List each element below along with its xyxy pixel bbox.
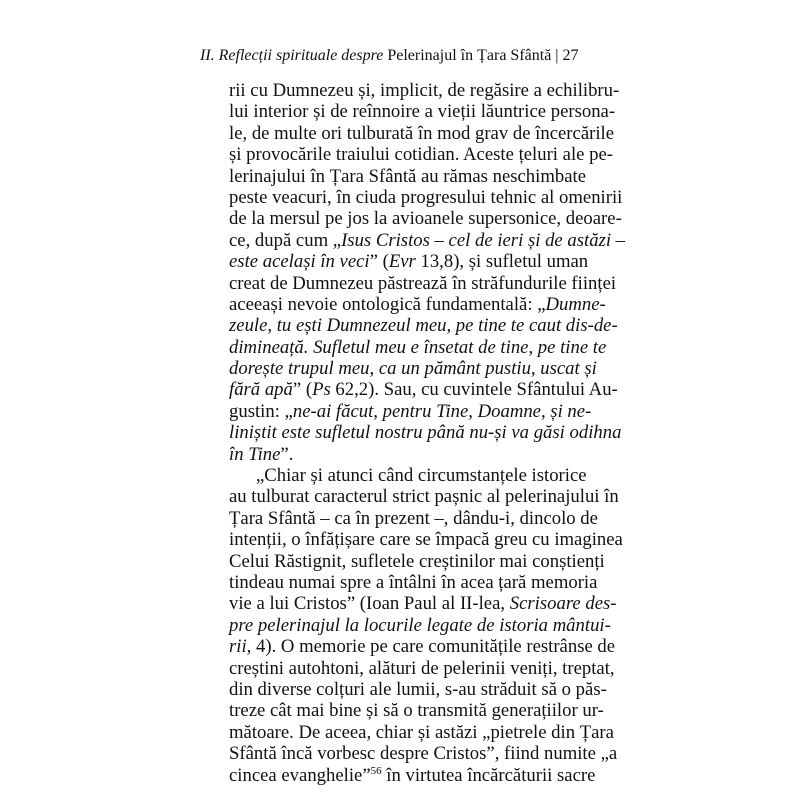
italic-text: pre pelerinajul la locurile legate de istoria mântui- — [229, 614, 611, 636]
text-segment: în virtutea încărcăturii sacre — [381, 764, 596, 786]
text-segment: de la mersul pe jos la avioanele supersonice, deoare- — [229, 208, 622, 230]
text-segment: creat de Dumnezeu păstrează în străfundurile ființei — [229, 272, 617, 294]
text-segment: ” ( — [292, 379, 313, 401]
text-line — [229, 358, 597, 380]
text-segment: vie a lui Cristos” (Ioan Paul al II-lea, — [229, 593, 510, 615]
italic-text: dorește trupul meu, ca un pământ pustiu, uscat și — [229, 358, 597, 380]
text-line — [229, 315, 618, 337]
text-line — [229, 444, 571, 465]
text-segment: din diverse colțuri ale lumii, s-au străduit să o păs- — [229, 678, 607, 700]
italic-text: ne-ai făcut, pentru Tine, Doamne, și ne- — [292, 400, 592, 422]
text-line — [229, 144, 613, 166]
text-line — [229, 743, 618, 765]
footnote-reference: 56 — [370, 764, 382, 777]
text-line — [229, 122, 615, 144]
text-segment: le, de multe ori tulburată în mod grav de încercările — [229, 122, 615, 144]
text-line — [229, 336, 607, 358]
text-line — [229, 101, 616, 123]
italic-text: rii — [229, 636, 247, 658]
text-segment: mătoare. De aceea, chiar și astăzi „pietrele din Țara — [229, 721, 614, 743]
text-line — [229, 636, 616, 658]
text-line — [229, 721, 614, 743]
text-line — [229, 186, 623, 208]
text-segment: peste veacuri, în ciuda progresului tehnic al omenirii — [229, 186, 623, 208]
body-text — [229, 80, 626, 786]
text-line — [229, 657, 615, 679]
text-line — [229, 229, 626, 251]
text-segment: Sfântă încă vorbesc despre Cristos”, fiind numite „a — [229, 743, 618, 765]
text-line — [229, 165, 586, 187]
text-segment: ce, după cum „ — [229, 229, 342, 251]
text-line — [229, 208, 622, 230]
italic-text: fără apă — [229, 379, 293, 401]
text-line — [229, 571, 598, 593]
running-head — [200, 46, 579, 66]
text-line — [229, 507, 598, 529]
text-segment: ” ( — [369, 251, 389, 273]
text-line — [229, 486, 619, 508]
text-line — [229, 529, 623, 551]
text-segment: intenții, o înfățișare care se împacă greu cu imaginea — [229, 529, 623, 551]
text-segment: lui interior și de reînnoire a vieții lăuntrice persona- — [229, 101, 616, 123]
text-line — [229, 379, 618, 401]
text-segment: , 4). O memorie pe care comunitățile restrânse de — [246, 636, 616, 658]
text-line — [229, 593, 617, 615]
text-segment: aceeași nevoie ontologică fundamentală: „ — [229, 293, 546, 315]
text-line — [229, 80, 620, 101]
text-line — [229, 700, 604, 722]
text-segment: creștini autohtoni, alături de pelerinii veniți, treptat, — [229, 657, 615, 679]
text-line — [229, 251, 589, 273]
text-segment: ”. — [280, 443, 294, 465]
italic-text: dimineață. Sufletul meu e însetat de tine, pe tine te — [229, 336, 607, 358]
italic-text: Evr — [388, 251, 416, 273]
text-line — [229, 465, 587, 487]
italic-text: Dumne- — [545, 293, 606, 315]
text-line — [229, 614, 611, 636]
text-line — [229, 678, 607, 700]
text-line — [229, 272, 617, 294]
text-line — [229, 422, 622, 444]
italic-text: liniștit este sufletul nostru până nu-și va găsi odihna — [229, 422, 622, 444]
running-head-section-italic: II. Reflecții spirituale despre — [200, 47, 384, 64]
italic-text: este același în veci — [229, 251, 370, 273]
text-segment: cincea evanghelie” — [229, 764, 371, 786]
page-number: 27 — [562, 47, 579, 64]
text-segment: lerinajului în Țara Sfântă au rămas neschimbate — [229, 165, 586, 187]
running-head-section-title: Pelerinajul în Țara Sfântă — [383, 47, 552, 64]
text-segment: tindeau numai spre a întâlni în acea țară memoria — [229, 571, 598, 593]
text-segment: Celui Răstignit, sufletele creștinilor mai conștienți — [229, 550, 605, 572]
text-segment: treze cât mai bine și să o transmită generațiilor ur- — [229, 700, 604, 722]
text-segment: 62,2). Sau, cu cuvintele Sfântului Au- — [330, 379, 618, 401]
text-segment: gustin: „ — [229, 400, 293, 422]
italic-text: zeule, tu ești Dumnezeul meu, pe tine te caut dis-de- — [229, 315, 618, 337]
text-line — [229, 550, 605, 572]
italic-text: Scrisoare des- — [509, 593, 617, 615]
text-segment: Țara Sfântă – ca în prezent –, dându-i, dincolo de — [229, 507, 598, 529]
text-segment: și provocările traiului cotidian. Aceste țeluri ale pe- — [229, 144, 613, 166]
text-segment: rii cu Dumnezeu și, implicit, de regăsire a echilibru- — [229, 80, 620, 101]
italic-text: în Tine — [229, 443, 281, 465]
text-line — [229, 293, 606, 315]
running-head-separator: | — [551, 47, 563, 64]
text-line — [229, 400, 592, 422]
italic-text: Ps — [312, 379, 331, 401]
italic-text: Isus Cristos – cel de ieri și de astăzi – — [341, 229, 626, 251]
text-segment: 13,8), și sufletul uman — [415, 251, 589, 273]
text-segment: „Chiar și atunci când circumstanțele istorice — [256, 465, 587, 487]
text-line — [229, 764, 596, 786]
text-segment: au tulburat caracterul strict pașnic al pelerinajului în — [229, 486, 619, 508]
